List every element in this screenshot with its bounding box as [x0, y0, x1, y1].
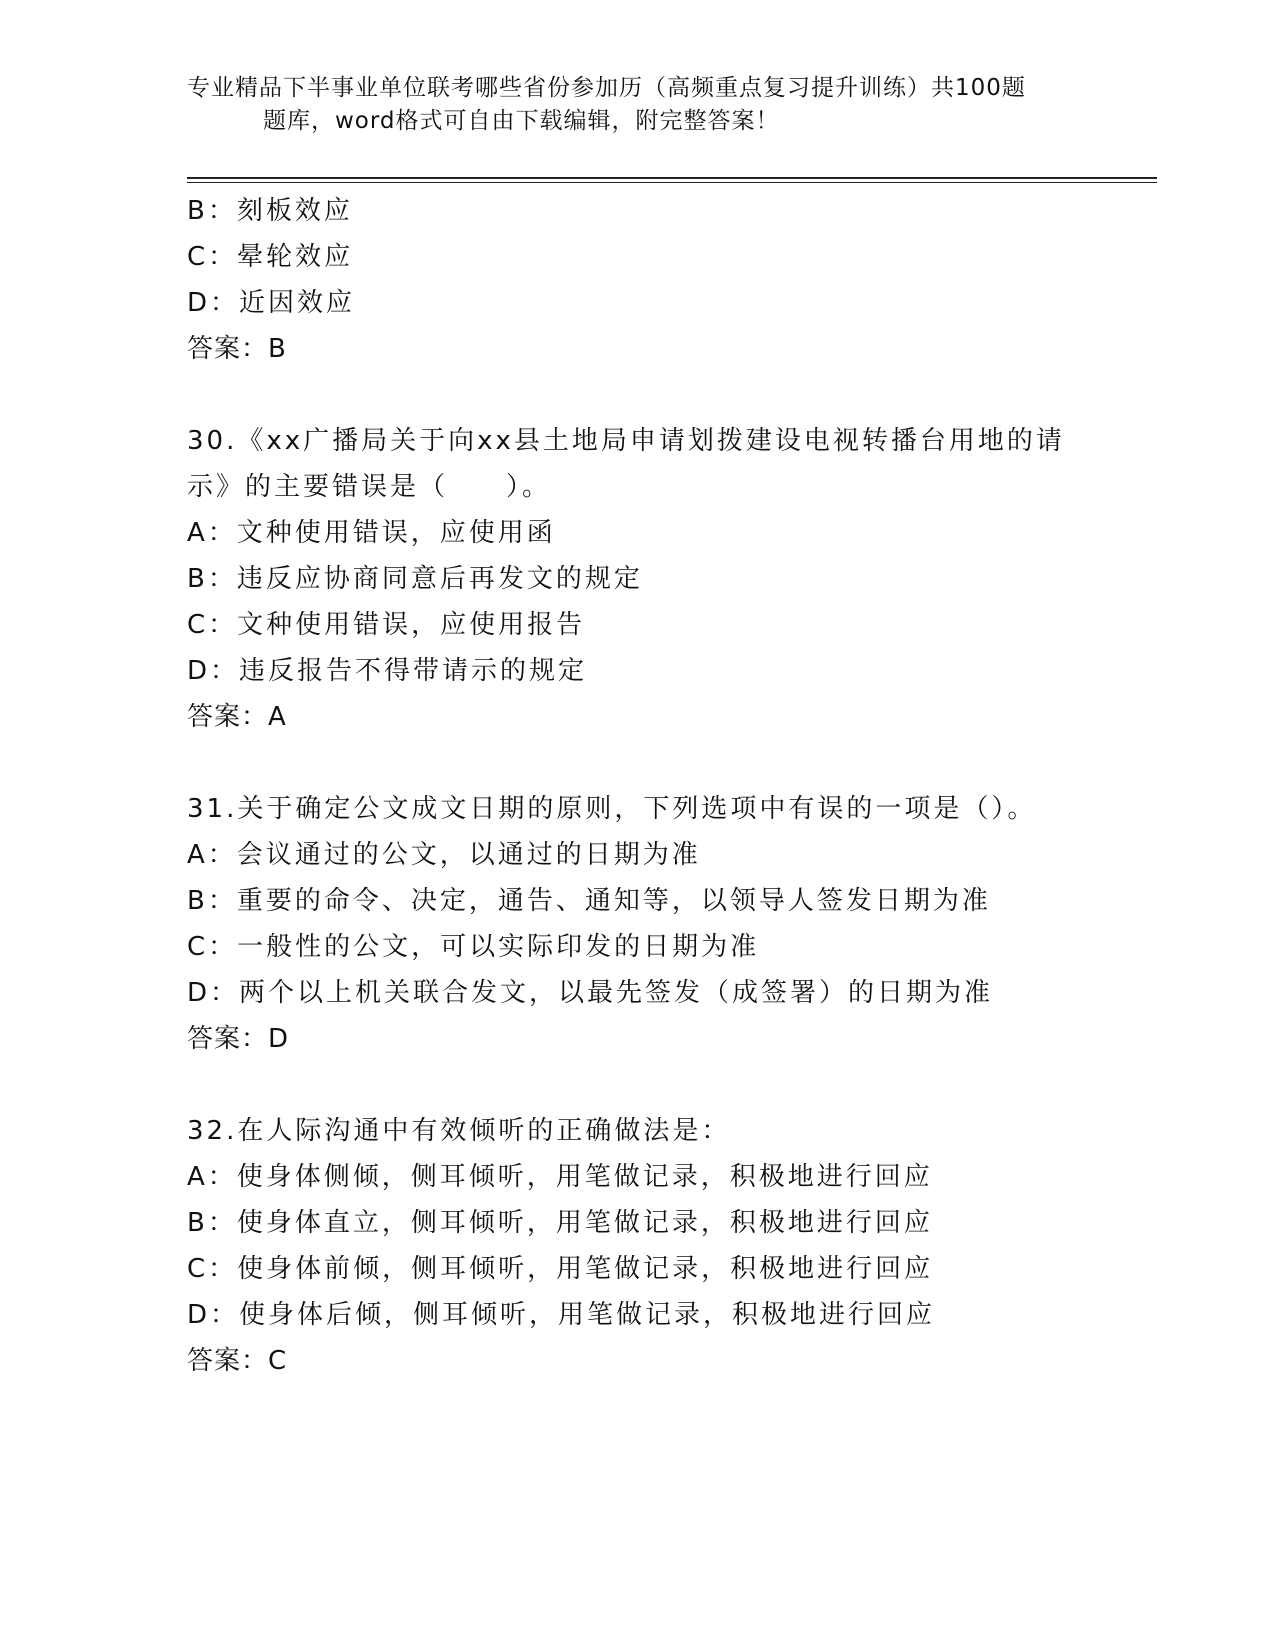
question-stem-continued: 示》的主要错误是（ ）。 [187, 472, 552, 502]
option-c: C：晕轮效应 [187, 242, 354, 272]
answer-line: 答案：A [187, 702, 287, 732]
option-d: D：两个以上机关联合发文，以最先签发（成签署）的日期为准 [187, 978, 994, 1008]
header-rule-thick [187, 177, 1157, 179]
option-c: C：使身体前倾，侧耳倾听，用笔做记录，积极地进行回应 [187, 1254, 934, 1284]
question-stem: 30.《xx广播局关于向xx县土地局申请划拨建设电视转播台用地的请 [187, 426, 1065, 456]
option-a: A：使身体侧倾，侧耳倾听，用笔做记录，积极地进行回应 [187, 1162, 933, 1192]
header-title-line-1: 专业精品下半事业单位联考哪些省份参加历（高频重点复习提升训练）共100题 [187, 75, 1026, 101]
option-b: B：刻板效应 [187, 196, 353, 226]
option-c: C：文种使用错误，应使用报告 [187, 610, 586, 640]
answer-line: 答案：B [187, 334, 287, 364]
question-stem: 32.在人际沟通中有效倾听的正确做法是： [187, 1116, 731, 1146]
option-d: D：违反报告不得带请示的规定 [187, 656, 588, 686]
option-b: B：违反应协商同意后再发文的规定 [187, 564, 643, 594]
option-d: D：使身体后倾，侧耳倾听，用笔做记录，积极地进行回应 [187, 1300, 936, 1330]
spacer [187, 372, 1157, 418]
option-a: A：会议通过的公文，以通过的日期为准 [187, 840, 701, 870]
option-c: C：一般性的公文，可以实际印发的日期为准 [187, 932, 760, 962]
question-31-block [187, 786, 1157, 1062]
option-d: D：近因效应 [187, 288, 356, 318]
header-title-line-2: 题库，word格式可自由下载编辑，附完整答案！ [263, 108, 780, 134]
spacer [187, 1062, 1157, 1108]
option-a: A：文种使用错误，应使用函 [187, 518, 556, 548]
spacer [187, 740, 1157, 786]
previous-question-block [187, 188, 1157, 372]
option-b: B：使身体直立，侧耳倾听，用笔做记录，积极地进行回应 [187, 1208, 933, 1238]
question-32-block [187, 1108, 1157, 1384]
option-b: B：重要的命令、决定，通告、通知等，以领导人签发日期为准 [187, 886, 991, 916]
question-content [187, 188, 1157, 1384]
document-header [187, 72, 1067, 138]
answer-line: 答案：C [187, 1346, 288, 1376]
question-30-block [187, 418, 1157, 740]
question-stem: 31.关于确定公文成文日期的原则，下列选项中有误的一项是（）。 [187, 794, 1037, 824]
answer-line: 答案：D [187, 1024, 290, 1054]
header-rule-thin [187, 182, 1157, 183]
